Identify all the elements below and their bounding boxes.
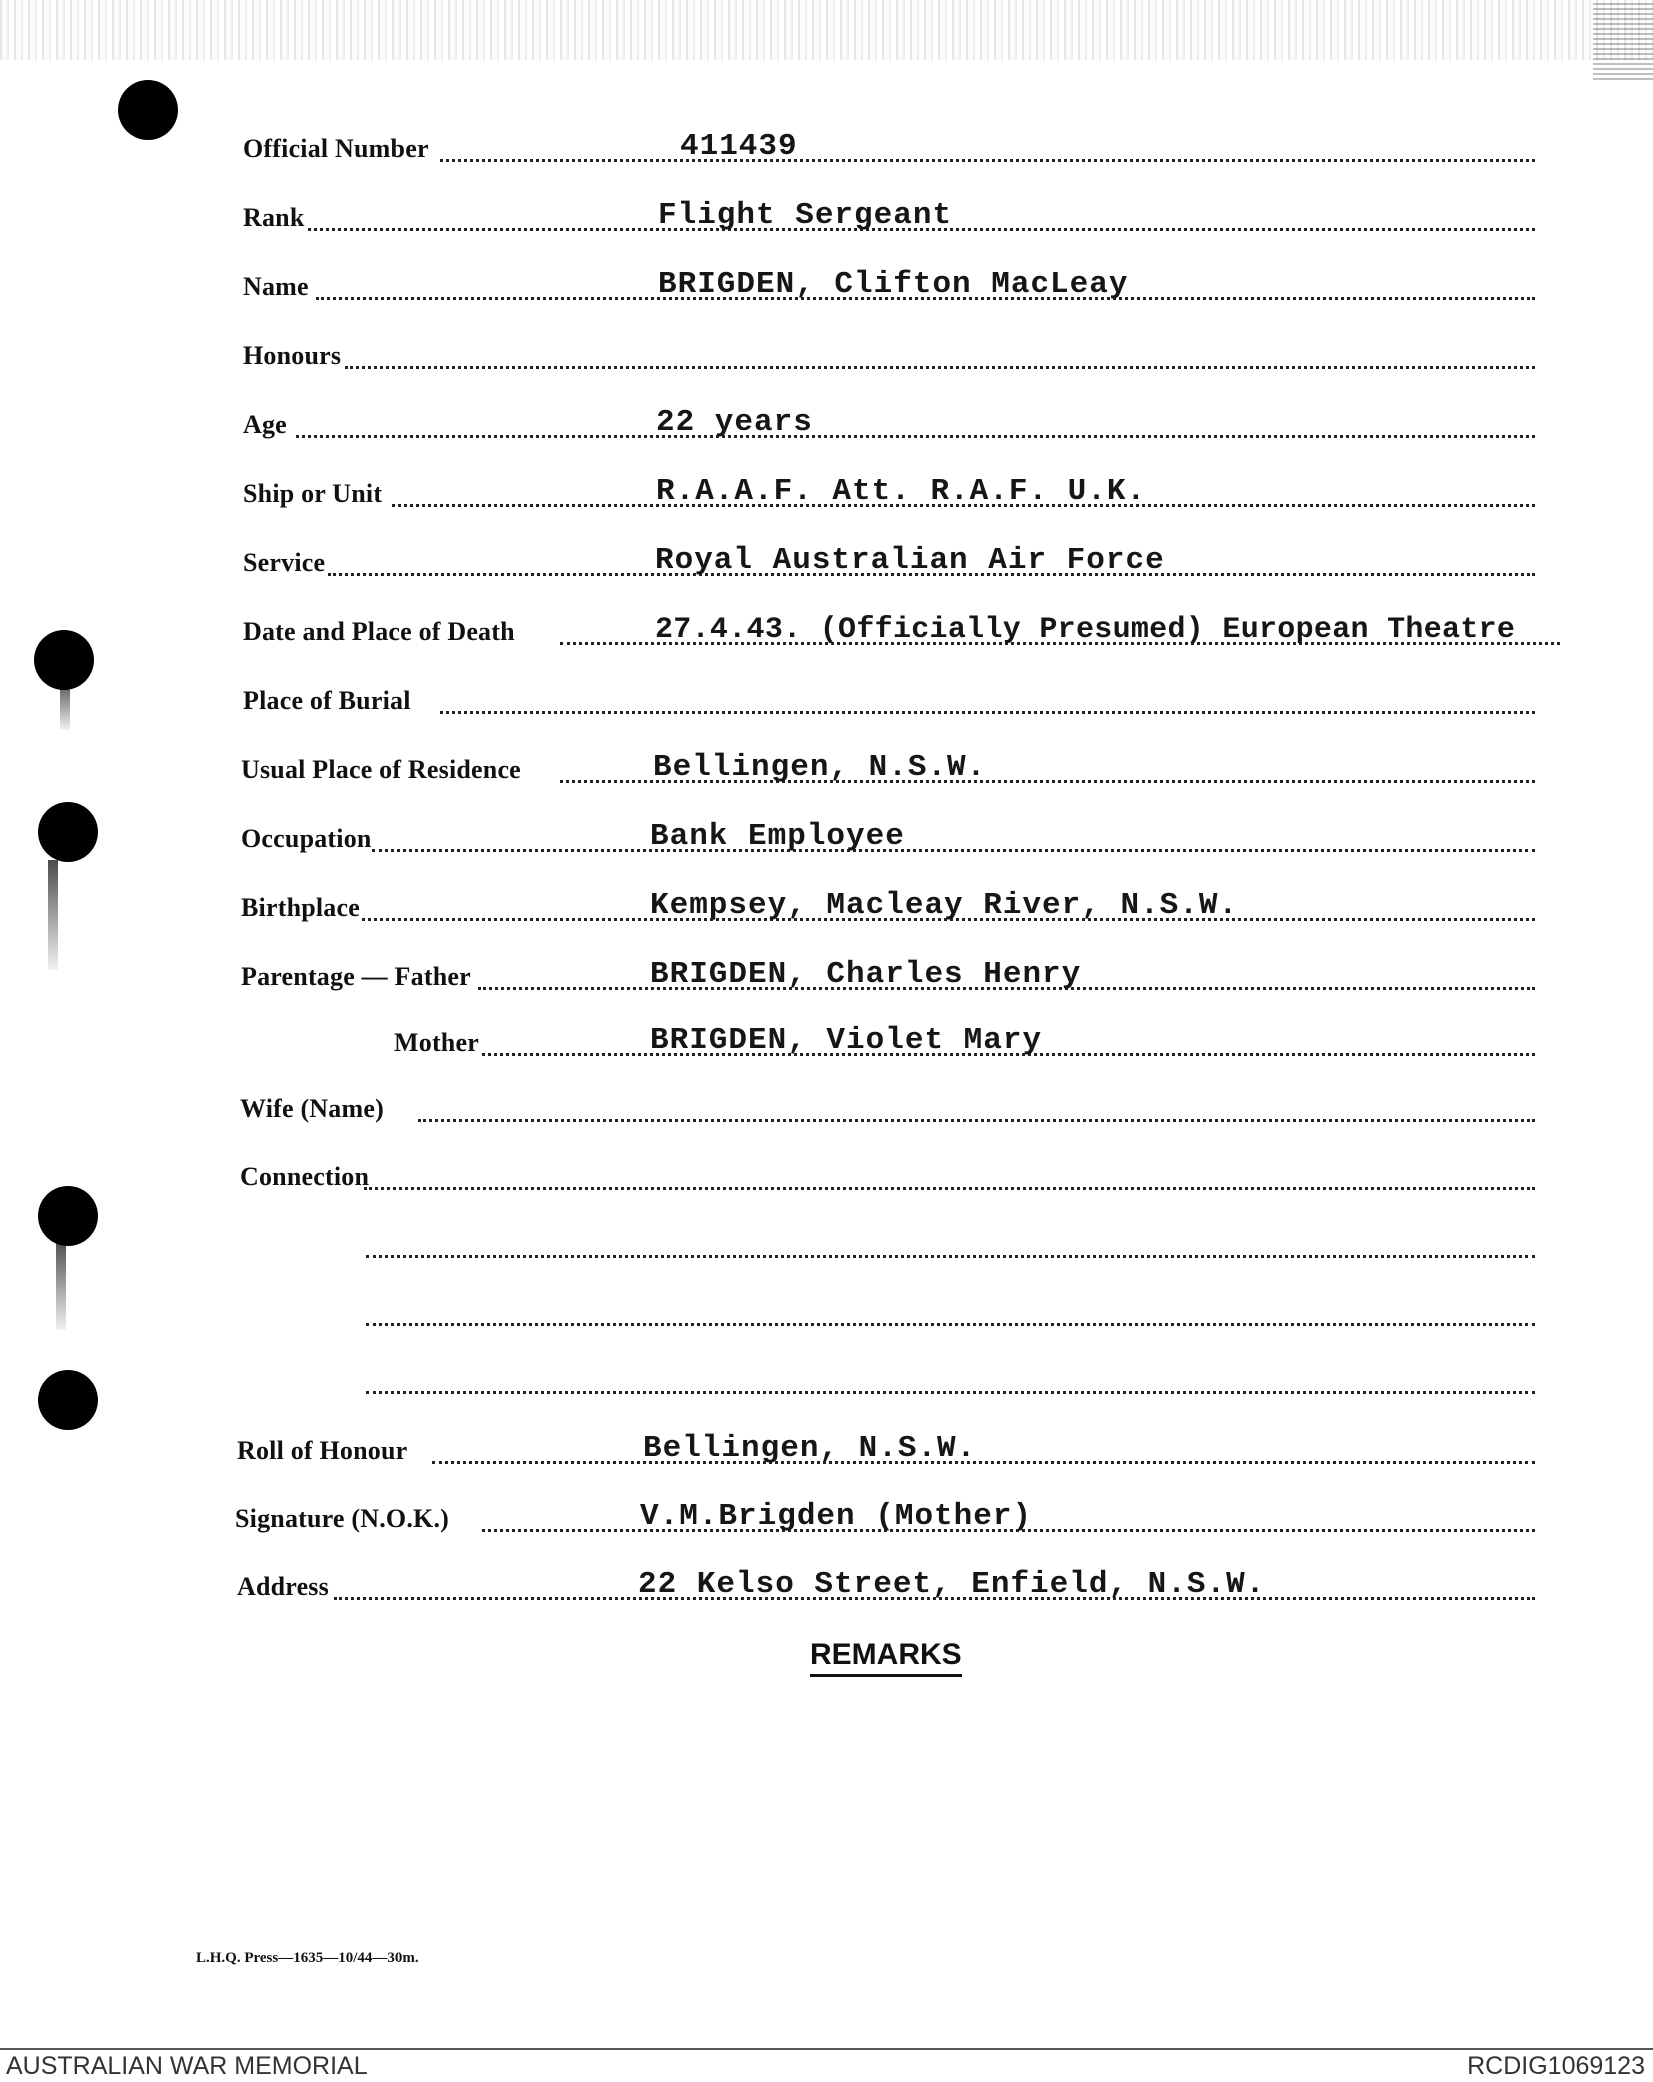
field-label: Wife (Name)	[240, 1094, 384, 1123]
field-ship-or-unit	[0, 475, 1653, 515]
leader-dots	[440, 159, 1535, 162]
field-label: Signature (N.O.K.)	[235, 1504, 450, 1533]
leader-dots	[372, 849, 1535, 852]
field-connection-cont	[0, 1362, 1653, 1402]
field-label: Honours	[243, 341, 342, 370]
leader-dots	[418, 1119, 1535, 1122]
leader-dots	[366, 1391, 1535, 1394]
field-roll-of-honour	[0, 1432, 1653, 1472]
scan-corner-noise	[1593, 0, 1653, 80]
remarks-heading: REMARKS	[810, 1638, 962, 1677]
field-label: Roll of Honour	[237, 1436, 408, 1465]
field-date-place-of-death	[0, 613, 1653, 653]
field-label: Rank	[243, 203, 305, 232]
field-label: Address	[237, 1572, 329, 1601]
field-label: Name	[243, 272, 309, 301]
leader-dots	[296, 435, 1535, 438]
field-value: Bellingen, N.S.W.	[643, 1431, 977, 1466]
field-wife-name	[0, 1090, 1653, 1130]
field-label: Ship or Unit	[243, 479, 383, 508]
field-label: Birthplace	[241, 893, 360, 922]
field-parentage-mother	[0, 1024, 1653, 1064]
field-value: 22 Kelso Street, Enfield, N.S.W.	[638, 1567, 1266, 1602]
footer-record-id: RCDIG1069123	[1467, 2052, 1645, 2080]
field-label: Parentage — Father	[241, 962, 471, 991]
field-signature-nok	[0, 1500, 1653, 1540]
field-value: R.A.A.F. Att. R.A.F. U.K.	[656, 474, 1147, 509]
field-label: Place of Burial	[243, 686, 411, 715]
field-service	[0, 544, 1653, 584]
field-value: 411439	[680, 129, 798, 164]
field-value: Bellingen, N.S.W.	[653, 750, 987, 785]
field-value: 27.4.43. (Officially Presumed) European Theatre	[655, 613, 1516, 647]
field-value: BRIGDEN, Charles Henry	[650, 957, 1082, 992]
press-mark: L.H.Q. Press—1635—10/44—30m.	[196, 1950, 419, 1966]
footer-divider	[0, 2048, 1653, 2050]
leader-dots	[366, 1255, 1535, 1258]
field-value: Royal Australian Air Force	[655, 543, 1165, 578]
leader-dots	[366, 1323, 1535, 1326]
field-official-number	[0, 130, 1653, 170]
field-label: Service	[243, 548, 326, 577]
field-parentage-father	[0, 958, 1653, 998]
scan-edge-noise	[0, 0, 1653, 60]
field-connection-cont	[0, 1226, 1653, 1266]
field-honours	[0, 337, 1653, 377]
field-occupation	[0, 820, 1653, 860]
field-address	[0, 1568, 1653, 1608]
field-value: BRIGDEN, Violet Mary	[650, 1023, 1043, 1058]
field-label: Connection	[240, 1162, 370, 1191]
field-place-of-burial	[0, 682, 1653, 722]
field-label: Occupation	[241, 824, 372, 853]
leader-dots	[432, 1461, 1535, 1464]
field-label: Official Number	[243, 134, 429, 163]
field-value: Kempsey, Macleay River, N.S.W.	[650, 888, 1239, 923]
leader-dots	[364, 1187, 1535, 1190]
field-label: Date and Place of Death	[243, 617, 515, 646]
field-connection	[0, 1158, 1653, 1198]
field-age	[0, 406, 1653, 446]
field-label: Mother	[394, 1028, 479, 1057]
footer-archive-name: AUSTRALIAN WAR MEMORIAL	[6, 2052, 368, 2080]
field-name	[0, 268, 1653, 308]
leader-dots	[440, 711, 1535, 714]
field-value: Bank Employee	[650, 819, 905, 854]
field-usual-place-of-residence	[0, 751, 1653, 791]
field-value: 22 years	[656, 405, 813, 440]
field-connection-cont	[0, 1294, 1653, 1334]
field-value: BRIGDEN, Clifton MacLeay	[658, 267, 1129, 302]
field-label: Usual Place of Residence	[241, 755, 521, 784]
field-birthplace	[0, 889, 1653, 929]
leader-dots	[345, 366, 1535, 369]
field-label: Age	[243, 410, 287, 439]
field-value: Flight Sergeant	[658, 198, 953, 233]
field-value: V.M.Brigden (Mother)	[640, 1499, 1033, 1534]
field-rank	[0, 199, 1653, 239]
